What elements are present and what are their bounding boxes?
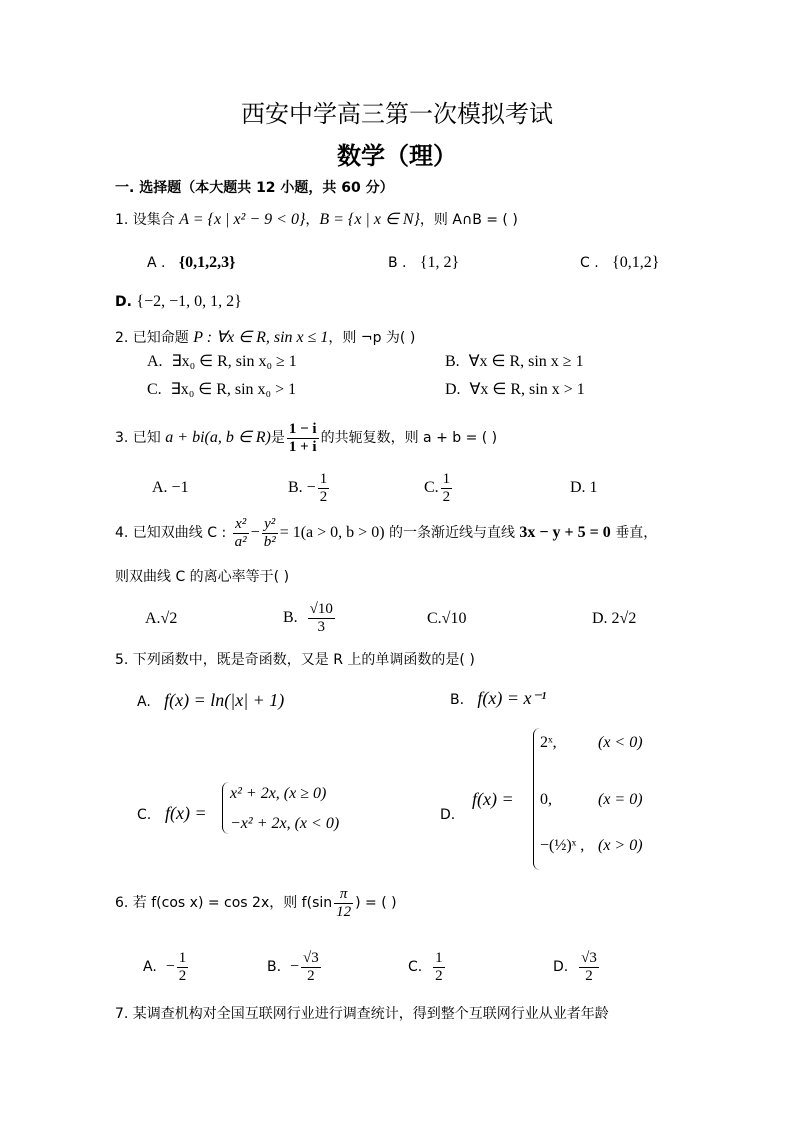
option-label: B. bbox=[445, 353, 460, 370]
option-label: C. bbox=[424, 479, 439, 496]
q1-option-d bbox=[115, 292, 242, 312]
q2-option-c bbox=[147, 380, 296, 400]
numerator: √3 bbox=[581, 949, 597, 966]
numerator: 1 bbox=[319, 470, 328, 487]
q2-option-b bbox=[445, 352, 584, 372]
q1-option-c bbox=[580, 253, 659, 273]
option-label: A. bbox=[147, 353, 163, 370]
brace bbox=[533, 728, 540, 870]
section-heading: 一. 选择题（本大题共 12 小题，共 60 分） bbox=[115, 180, 394, 196]
option-value: ∀x ∈ R, sin x ≥ 1 bbox=[468, 353, 584, 370]
denominator: 3 bbox=[317, 618, 326, 635]
q5-d-case3-cond: (x > 0) bbox=[598, 837, 643, 854]
exam-title: 西安中学高三第一次模拟考试 bbox=[241, 100, 553, 128]
q4-stem: 4. 已知双曲线 C : bbox=[115, 525, 231, 541]
denominator: 2 bbox=[307, 967, 315, 984]
question-2 bbox=[115, 328, 415, 348]
option-value: ∀x ∈ R, sin x > 1 bbox=[469, 381, 585, 398]
q3-expr: a + bi(a, b ∈ R) bbox=[165, 429, 271, 446]
q1-stem: 1. 设集合 bbox=[115, 212, 180, 228]
option-value: ∃x₀ ∈ R, sin x₀ > 1 bbox=[170, 381, 297, 398]
option-value: f(x) = ln(|x| + 1) bbox=[164, 690, 285, 710]
q3-option-d: D. 1 bbox=[570, 479, 598, 496]
q5-d-case3: −(½)ˣ , bbox=[540, 837, 585, 854]
question-4 bbox=[115, 513, 657, 553]
option-label: B. bbox=[283, 609, 298, 626]
q5-d-case1-cond: (x < 0) bbox=[598, 734, 643, 751]
numerator: 1 bbox=[178, 949, 187, 966]
q2-tail: ，则 ¬p 为( ) bbox=[328, 330, 416, 346]
option-label: D. bbox=[445, 381, 461, 398]
q1-set-a: A = {x | x² − 9 < 0} bbox=[179, 211, 306, 228]
option-fraction bbox=[177, 950, 189, 985]
q5-option-d-f: f(x) = bbox=[472, 789, 514, 809]
q1-option-b bbox=[388, 253, 459, 273]
option-fraction bbox=[318, 471, 330, 506]
option-value: {0,1,2,3} bbox=[178, 254, 236, 271]
q4-fraction-x bbox=[233, 516, 249, 551]
q5-c-case1: x² + 2x, (x ≥ 0) bbox=[230, 785, 327, 802]
q5-d-case2: 0, bbox=[540, 791, 552, 808]
q6-option-d bbox=[553, 947, 601, 987]
q4-option-b bbox=[283, 598, 337, 638]
denominator: 1 + i bbox=[288, 438, 317, 455]
option-value: {0,1,2} bbox=[612, 254, 660, 271]
q5-c-case2: −x² + 2x, (x < 0) bbox=[230, 815, 340, 832]
q6-stem: 6. 若 f(cos x) = cos 2x，则 f(sin bbox=[115, 895, 333, 911]
q1-option-a bbox=[147, 253, 235, 273]
numerator: π bbox=[334, 886, 353, 904]
option-label: B. bbox=[267, 959, 282, 975]
numerator: 1 bbox=[435, 949, 443, 966]
q2-option-a bbox=[147, 352, 297, 372]
numerator: x² bbox=[233, 516, 249, 534]
q4-option-c: C.√10 bbox=[427, 610, 467, 627]
option-fraction bbox=[441, 471, 453, 506]
q1-sep: ， bbox=[305, 212, 320, 228]
option-fraction bbox=[579, 950, 599, 985]
denominator: 2 bbox=[442, 488, 451, 505]
question-3 bbox=[115, 418, 497, 458]
q4-option-a: A.√2 bbox=[145, 610, 178, 627]
question-5: 5. 下列函数中，既是奇函数，又是 R 上的单调函数的是( ) bbox=[115, 652, 475, 668]
option-label: B . bbox=[388, 255, 407, 271]
option-value: {1, 2} bbox=[419, 254, 460, 271]
q6-tail: ) = ( ) bbox=[355, 895, 397, 911]
denominator: 2 bbox=[178, 967, 187, 984]
q2-stem: 2. 已知命题 bbox=[115, 330, 194, 346]
option-label: A. bbox=[137, 694, 151, 710]
denominator: 12 bbox=[336, 903, 352, 920]
option-value: {−2, −1, 0, 1, 2} bbox=[136, 293, 242, 310]
q3-option-b bbox=[288, 468, 331, 508]
option-label: C . bbox=[580, 255, 599, 271]
option-label: B. bbox=[450, 692, 465, 708]
denominator: b² bbox=[263, 533, 276, 550]
option-label: B. − bbox=[288, 479, 316, 496]
q5-option-c-label: C. bbox=[137, 807, 152, 823]
option-value: f(x) = x⁻¹ bbox=[477, 688, 547, 708]
option-label: A. bbox=[143, 959, 157, 975]
q4-line: 3x − y + 5 = 0 bbox=[519, 524, 611, 541]
exam-subtitle: 数学（理） bbox=[337, 142, 457, 170]
q5-option-c-f: f(x) = bbox=[165, 803, 207, 823]
question-1 bbox=[115, 210, 518, 230]
option-label: C. bbox=[408, 959, 423, 975]
q5-d-case1: 2ˣ, bbox=[540, 734, 557, 751]
numerator: y² bbox=[262, 516, 278, 534]
q3-option-c bbox=[424, 468, 454, 508]
q5-option-d-label: D. bbox=[440, 807, 456, 823]
q3-stem: 3. 已知 bbox=[115, 430, 166, 446]
minus: − bbox=[250, 524, 260, 541]
option-value: ∃x₀ ∈ R, sin x₀ ≥ 1 bbox=[171, 353, 297, 370]
q6-option-c bbox=[408, 947, 447, 987]
option-label: D. bbox=[553, 959, 569, 975]
q3-fraction bbox=[287, 421, 319, 456]
q2-expr: P : ∀x ∈ R, sin x ≤ 1 bbox=[193, 329, 329, 346]
q5-option-b bbox=[450, 688, 546, 710]
q4-option-d: D. 2√2 bbox=[592, 610, 637, 627]
q6-option-a bbox=[143, 947, 190, 987]
denominator: a² bbox=[234, 533, 247, 550]
q3-is: 是 bbox=[270, 430, 285, 446]
numerator: 1 − i bbox=[288, 420, 317, 437]
denominator: 2 bbox=[319, 488, 328, 505]
q3-option-a: A. −1 bbox=[152, 479, 189, 496]
brace bbox=[222, 782, 229, 834]
question-7: 7. 某调查机构对全国互联网行业进行调查统计，得到整个互联网行业从业者年龄 bbox=[115, 1006, 609, 1022]
q3-tail: 的共轭复数，则 a + b = ( ) bbox=[320, 430, 498, 446]
minus: − bbox=[289, 958, 299, 975]
numerator: √10 bbox=[309, 600, 333, 617]
q2-option-d bbox=[445, 380, 585, 400]
q4-tail: 垂直， bbox=[610, 525, 658, 541]
option-fraction bbox=[308, 601, 335, 636]
q1-tail: ，则 A∩B = ( ) bbox=[419, 212, 518, 228]
question-6 bbox=[115, 883, 397, 923]
q4-fraction-y bbox=[262, 516, 278, 551]
q6-fraction bbox=[334, 886, 353, 921]
q5-d-case2-cond: (x = 0) bbox=[598, 791, 643, 808]
option-fraction bbox=[301, 950, 321, 985]
minus: − bbox=[165, 958, 175, 975]
option-label: D. bbox=[115, 294, 132, 310]
option-label: A . bbox=[147, 255, 166, 271]
q4-mid: 的一条渐近线与直线 bbox=[384, 525, 520, 541]
numerator: 1 bbox=[442, 470, 451, 487]
q1-set-b: B = {x | x ∈ N} bbox=[319, 211, 420, 228]
q5-option-a bbox=[137, 690, 284, 712]
denominator: 2 bbox=[585, 967, 593, 984]
q4-eq: = 1(a > 0, b > 0) bbox=[279, 524, 385, 541]
numerator: √3 bbox=[303, 949, 319, 966]
denominator: 2 bbox=[435, 967, 443, 984]
q4-line2: 则双曲线 C 的离心率等于( ) bbox=[115, 569, 290, 585]
option-label: C. bbox=[147, 381, 162, 398]
option-fraction bbox=[433, 950, 445, 985]
q6-option-b bbox=[267, 947, 323, 987]
